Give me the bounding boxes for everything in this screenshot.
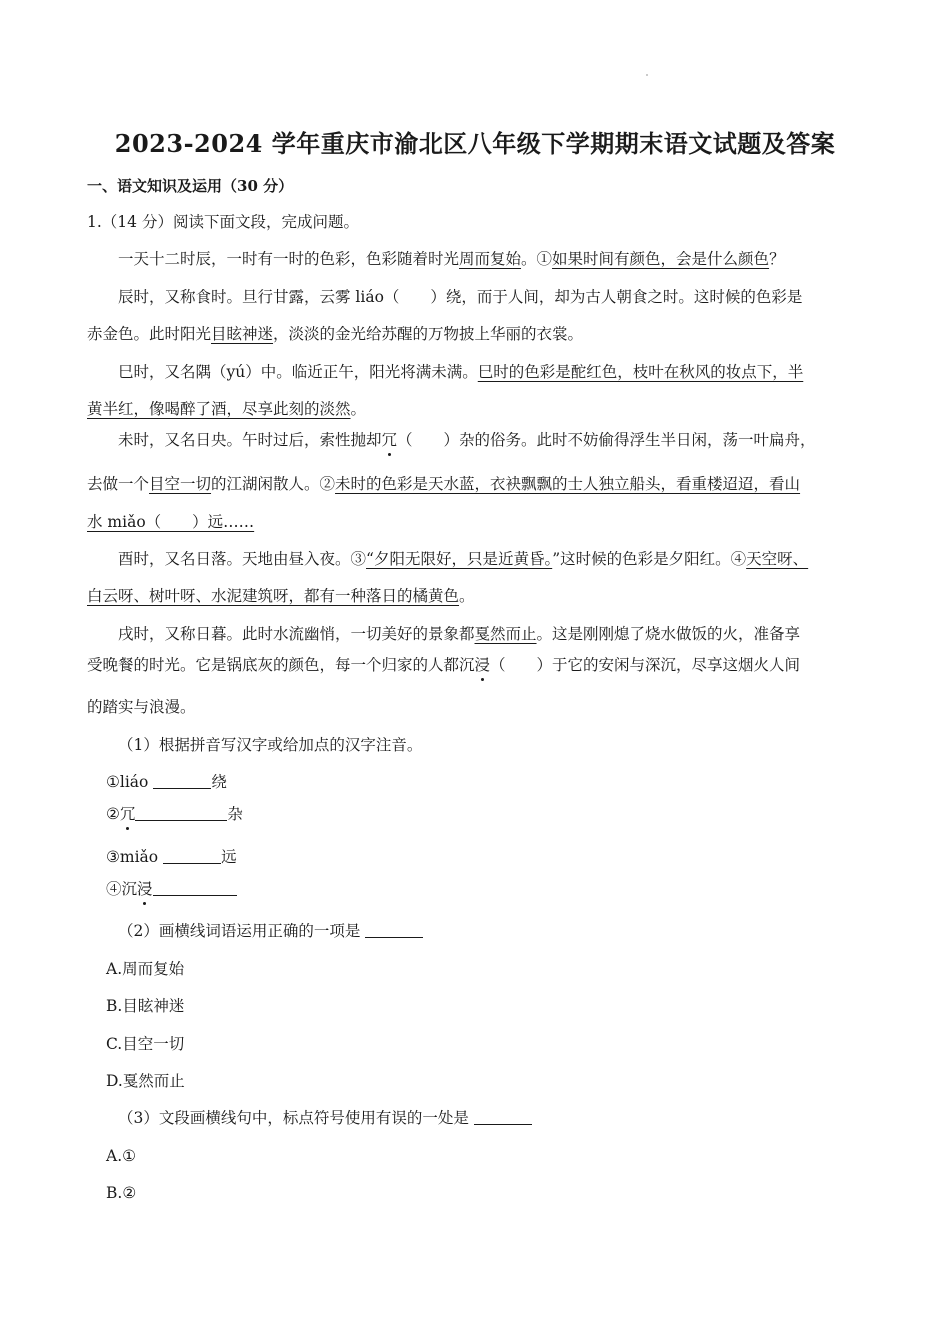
text: （ ）于它的安闲与深沉，尽享这烟火人间	[490, 656, 801, 674]
passage-paragraph-4-line-3	[87, 512, 254, 532]
passage-paragraph-5-line-2	[87, 586, 475, 606]
text: 一天十二时辰，一时有一时的色彩，色彩随着时光	[118, 250, 460, 268]
passage-paragraph-2-line-1: 辰时，又称食时。旦行甘露，云雾 liáo（ ）绕，而于人间，却为古人朝食之时。这时候的色彩是	[118, 288, 803, 306]
sub-question-1-item-3	[106, 847, 237, 867]
text: ？	[769, 250, 785, 268]
text: 受晚餐的时光。它是锅底灰的颜色，每一个归家的人都沉	[87, 656, 475, 674]
section-heading: 一、语文知识及运用（30 分）	[87, 177, 294, 195]
passage-paragraph-5-line-1	[118, 549, 808, 569]
underlined-term: 目眩神迷	[211, 325, 274, 343]
text: 戌时，又称日暮。此时水流幽悄，一切美好的景象都	[118, 625, 475, 643]
passage-paragraph-6-line-2	[87, 655, 800, 675]
text: 。	[350, 400, 367, 418]
passage-paragraph-2-line-2	[87, 324, 583, 344]
text: 赤金色。此时阳光	[87, 325, 212, 343]
underlined-sentence: 水 miǎo（ ）远……	[87, 513, 255, 531]
answer-blank[interactable]	[163, 847, 221, 864]
sub-question-3-prompt	[118, 1108, 532, 1128]
underlined-sentence: 天空呀、	[746, 550, 809, 568]
text: 巳时，又名隅（yú）中。临近正午，阳光将满未满。	[118, 363, 478, 381]
option-a[interactable]: A.周而复始	[106, 960, 185, 978]
sub-question-1-item-1	[106, 772, 227, 792]
text: ”这时候的色彩是夕阳红。④	[552, 550, 747, 568]
text: 绕	[211, 773, 227, 791]
sub-question-1-prompt: （1）根据拼音写汉字或给加点的汉字注音。	[118, 736, 423, 754]
dotted-character: 浸	[474, 656, 491, 674]
dotted-character: 冗	[119, 805, 136, 823]
answer-blank[interactable]	[153, 772, 211, 789]
scan-speck	[646, 74, 648, 76]
option-b[interactable]: B.②	[106, 1184, 137, 1202]
underlined-sentence: 巳时的色彩是酡红色，枝叶在秋风的妆点下，半	[477, 363, 804, 381]
text: 的江湖闲散人。②	[211, 475, 336, 493]
text: 杂	[227, 805, 243, 823]
text: ④沉	[106, 880, 138, 898]
text: （ ）杂的俗务。此时不妨偷得浮生半日闲，荡一叶扁舟，	[397, 431, 816, 449]
option-c[interactable]: C.目空一切	[106, 1035, 185, 1053]
text: 。	[459, 587, 475, 605]
dotted-character: 浸	[137, 880, 153, 898]
underlined-term: 周而复始	[459, 250, 522, 268]
underlined-sentence: 未时的色彩是天水蓝，衣袂飘飘的士人独立船头，看重楼迢迢，看山	[335, 475, 801, 493]
passage-paragraph-4-line-2	[87, 474, 800, 494]
passage-paragraph-6-line-3: 的踏实与浪漫。	[87, 698, 196, 716]
sub-question-2-prompt	[118, 921, 423, 941]
answer-blank[interactable]	[153, 879, 237, 896]
text: 。这是刚刚熄了烧水做饭的火，准备享	[536, 625, 801, 643]
text: 。①	[521, 250, 553, 268]
answer-blank[interactable]	[135, 804, 227, 821]
text: ①liáo	[106, 773, 154, 791]
dotted-character: 冗	[381, 431, 398, 449]
underlined-quote: “夕阳无限好，只是近黄昏。	[366, 550, 553, 568]
text: 未时，又名日央。午时过后，索性抛却	[118, 431, 382, 449]
answer-blank[interactable]	[474, 1108, 532, 1125]
text: （2）画横线词语运用正确的一项是	[118, 922, 366, 940]
text: 远	[221, 848, 237, 866]
passage-paragraph-4-line-1	[118, 430, 816, 450]
question-1-intro: 1.（14 分）阅读下面文段，完成问题。	[87, 213, 359, 231]
underlined-sentence: 如果时间有颜色，会是什么颜色	[552, 250, 770, 268]
answer-blank[interactable]	[365, 921, 423, 938]
text: ，淡淡的金光给苏醒的万物披上华丽的衣裳。	[273, 325, 584, 343]
option-b[interactable]: B.目眩神迷	[106, 997, 185, 1015]
sub-question-1-item-2	[106, 804, 243, 824]
passage-paragraph-3-line-2	[87, 399, 366, 419]
underlined-sentence: 黄半红，像喝醉了酒，尽享此刻的淡然	[87, 400, 351, 418]
passage-paragraph-3-line-1	[118, 362, 803, 382]
underlined-term: 目空一切	[149, 475, 212, 493]
sub-question-1-item-4	[106, 879, 237, 899]
text: （3）文段画横线句中，标点符号使用有误的一处是	[118, 1109, 474, 1127]
underlined-term: 戛然而止	[474, 625, 537, 643]
text: ②	[106, 805, 120, 823]
text: 酉时，又名日落。天地由昼入夜。③	[118, 550, 367, 568]
option-d[interactable]: D.戛然而止	[106, 1072, 185, 1090]
passage-paragraph-1	[118, 249, 785, 269]
text: ③miǎo	[106, 848, 164, 866]
text: 去做一个	[87, 475, 150, 493]
underlined-sentence: 白云呀、树叶呀、水泥建筑呀，都有一种落日的橘黄色	[87, 587, 460, 605]
passage-paragraph-6-line-1	[118, 624, 800, 644]
option-a[interactable]: A.①	[106, 1147, 137, 1165]
document-title: 2023-2024 学年重庆市渝北区八年级下学期期末语文试题及答案	[114, 129, 836, 158]
